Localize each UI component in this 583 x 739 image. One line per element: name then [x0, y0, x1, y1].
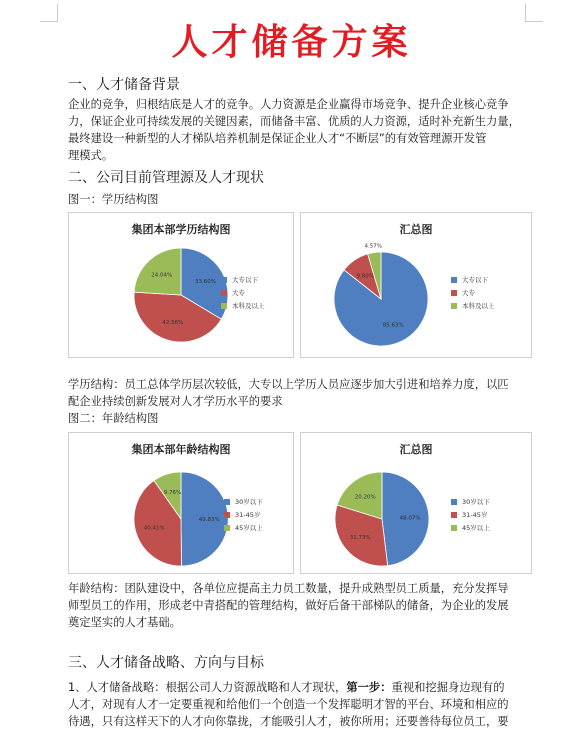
legend-item	[451, 286, 495, 299]
section2-heading: 二、公司目前管理源及人才现状	[68, 170, 264, 186]
legend-swatch	[224, 512, 230, 518]
section3-heading: 三、人才储备战略、方向与目标	[68, 655, 264, 671]
section1-line: 最终建设一种新型的人才梯队培养机制是保证企业人才“不断层”的有效管理源开发管	[68, 132, 487, 145]
pie-slice-label: 85.63%	[382, 322, 404, 329]
legend-swatch	[221, 277, 227, 283]
section1-line: 企业的竞争，归根结底是人才的竞争。人力资源是企业赢得市场竞争、提升企业核心竞争	[68, 98, 509, 111]
chart-legend	[224, 495, 263, 534]
edu-line: 配企业持续创新发展对人才学历水平的要求	[68, 395, 283, 408]
figure2-label: 图二：年龄结构图	[68, 412, 159, 425]
legend-item	[224, 495, 263, 508]
strategy-prefix: 1、人才储备战略：根据公司人力资源战略和人才现状，	[68, 681, 347, 694]
document-title: 人才储备方案	[171, 21, 412, 63]
legend-item	[451, 508, 490, 521]
legend-swatch	[224, 525, 230, 531]
section3-line: 人才，对现有人才一定要重视和给他们一个创造一个发挥聪明才智的平台、环境和相应的	[68, 698, 509, 711]
strategy-suffix: 重视和挖掘身边现有的	[391, 681, 505, 694]
legend-item	[221, 299, 265, 312]
chart-card-age-hq	[68, 432, 294, 574]
figure1-label: 图一：学历结构图	[68, 193, 159, 206]
legend-item	[451, 521, 490, 534]
legend-item	[451, 299, 495, 312]
legend-label: 大专以下	[232, 276, 258, 284]
section3-paragraph	[68, 679, 538, 730]
legend-swatch	[224, 499, 230, 505]
legend-swatch	[451, 277, 457, 283]
section1-line: 理模式。	[68, 149, 114, 162]
section1-line: 力，保证企业可持续发展的关键因素，而储备丰富、优质的人力资源，适时补充新生力量，	[68, 115, 520, 128]
pie-slice-label: 48.07%	[399, 515, 421, 522]
pie-chart-svg	[301, 433, 533, 575]
legend-label: 45岁以上	[235, 524, 263, 532]
pie-slice-label: 31.73%	[349, 535, 371, 542]
chart-title: 汇总图	[399, 223, 433, 236]
pie-slice	[134, 248, 181, 295]
age-structure-text	[68, 580, 538, 631]
pie-chart-svg	[301, 213, 533, 359]
legend-label: 31-45岁	[235, 511, 261, 519]
legend-swatch	[451, 512, 457, 518]
age-line: 师型员工的作用，形成老中青搭配的管理结构，做好后备干部梯队的储备，为企业的发展	[68, 599, 509, 612]
step-one-label: 第一步：	[346, 681, 392, 694]
pie-slice-label: 42.36%	[162, 319, 184, 326]
chart-title: 汇总图	[399, 443, 433, 456]
pie-slice-label: 9.80%	[356, 273, 374, 280]
chart-title: 集团本部年龄结构图	[131, 443, 231, 456]
legend-label: 45岁以上	[462, 524, 490, 532]
pie-slice-label: 40.41%	[143, 525, 165, 532]
chart-legend	[451, 273, 495, 312]
section3-line: 待遇，只有这样天下的人才向你靠拢，才能吸引人才，被你所用；还要善待每位员工，要	[68, 715, 509, 728]
legend-swatch	[221, 290, 227, 296]
legend-label: 大专以下	[462, 276, 488, 284]
legend-swatch	[451, 525, 457, 531]
legend-label: 大专	[462, 289, 475, 297]
pie-slice-label: 4.57%	[364, 243, 383, 250]
legend-item	[451, 273, 495, 286]
chart-legend	[221, 273, 265, 312]
edu-structure-text	[68, 376, 538, 410]
legend-swatch	[451, 290, 457, 296]
pie-slice-label: 33.60%	[195, 279, 216, 286]
legend-label: 30岁以下	[235, 498, 263, 506]
legend-item	[451, 495, 490, 508]
legend-item	[224, 508, 263, 521]
legend-swatch	[451, 499, 457, 505]
chart-title: 集团本部学历结构图	[131, 223, 231, 236]
chart-card-edu-hq	[68, 212, 294, 358]
pie-slice-label: 49.83%	[198, 516, 220, 523]
section3-line	[68, 679, 538, 696]
legend-swatch	[451, 303, 457, 309]
edu-line: 学历结构：员工总体学历层次较低，大专以上学历人员应逐步加大引进和培养力度，以匹	[68, 378, 509, 391]
legend-label: 31-45岁	[462, 511, 488, 519]
legend-label: 30岁以下	[462, 498, 490, 506]
legend-item	[221, 273, 265, 286]
age-line: 年龄结构：团队建设中，各单位应提高主力员工数量，提升成熟型员工质量，充分发挥导	[68, 582, 509, 595]
legend-label: 本科及以上	[462, 302, 495, 310]
pie-slice-label: 20.20%	[354, 494, 376, 501]
chart-card-edu-summary	[300, 212, 532, 358]
legend-swatch	[221, 303, 227, 309]
legend-label: 大专	[232, 289, 245, 297]
legend-item	[221, 286, 265, 299]
legend-item	[224, 521, 263, 534]
chart-card-age-summary	[300, 432, 532, 574]
chart-legend	[451, 495, 490, 534]
age-line: 奠定坚实的人才基础。	[68, 616, 181, 629]
legend-label: 本科及以上	[232, 302, 265, 310]
section1-paragraph	[68, 96, 538, 164]
pie-slice-label: 24.04%	[151, 272, 173, 279]
section1-heading: 一、人才储备背景	[68, 77, 180, 93]
pie-slice-label: 9.76%	[163, 490, 182, 497]
